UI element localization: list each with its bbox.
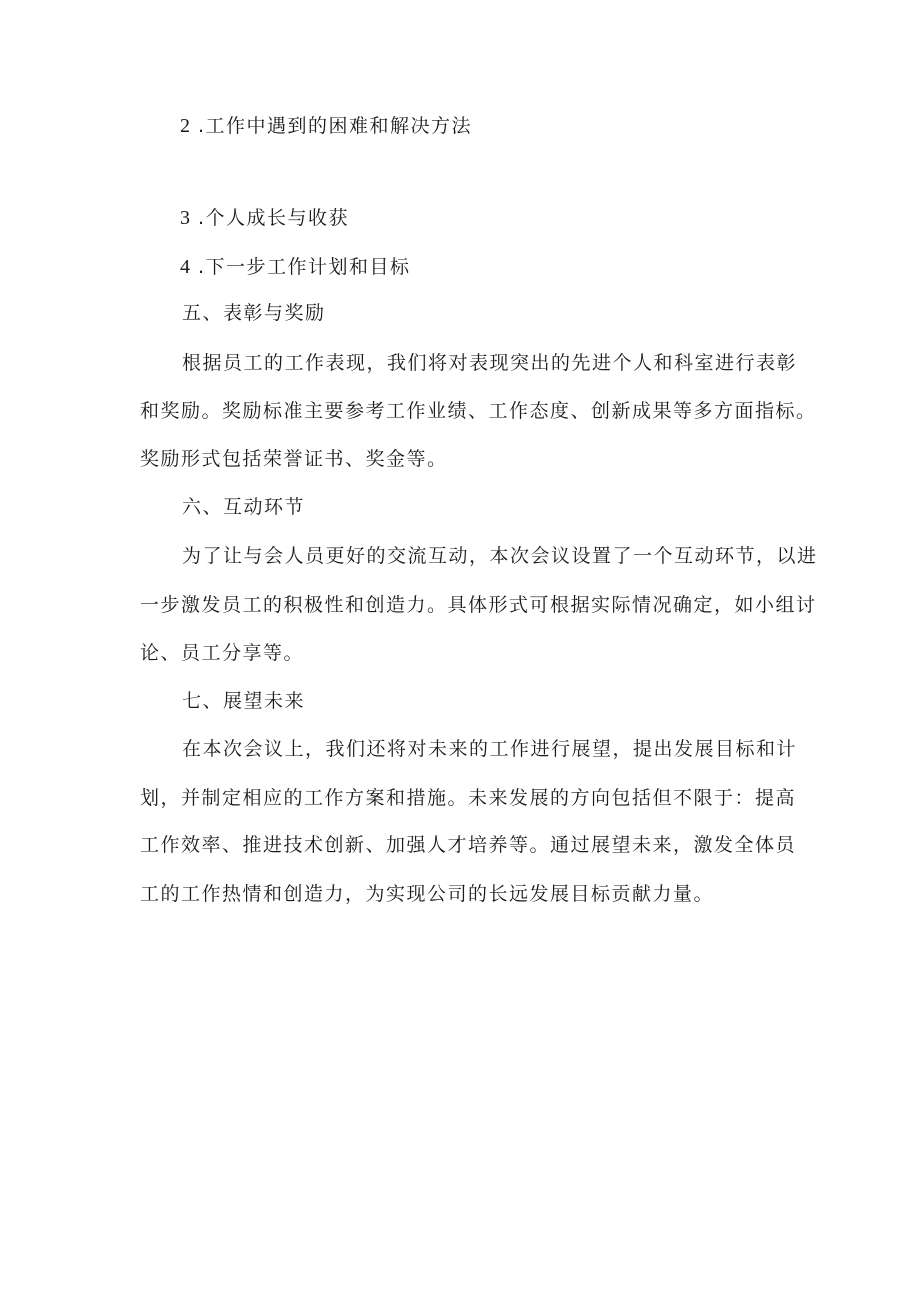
paragraph-line: 奖励形式包括荣誉证书、奖金等。 bbox=[140, 448, 448, 470]
list-number: 4 bbox=[180, 256, 190, 278]
list-item-text: .下一步工作计划和目标 bbox=[198, 256, 411, 278]
paragraph-line: 根据员工的工作表现，我们将对表现突出的先进个人和科室进行表彰 bbox=[182, 352, 798, 374]
paragraph-line: 为了让与会人员更好的交流互动，本次会议设置了一个互动环节，以进 bbox=[182, 545, 818, 567]
section-heading-outlook: 七、展望未来 bbox=[182, 690, 306, 712]
paragraph-line: 划，并制定相应的工作方案和措施。未来发展的方向包括但不限于：提高 bbox=[140, 787, 797, 809]
section-heading-awards: 五、表彰与奖励 bbox=[182, 302, 326, 324]
paragraph-line: 论、员工分享等。 bbox=[140, 642, 305, 664]
list-item-3 bbox=[180, 204, 349, 232]
paragraph-line: 和奖励。奖励标准主要参考工作业绩、工作态度、创新成果等多方面指标。 bbox=[140, 400, 817, 422]
list-item-4 bbox=[180, 253, 411, 281]
list-item-text: .工作中遇到的困难和解决方法 bbox=[198, 115, 473, 137]
paragraph-line: 一步激发员工的积极性和创造力。具体形式可根据实际情况确定，如小组讨 bbox=[140, 594, 817, 616]
paragraph-line: 工的工作热情和创造力，为实现公司的长远发展目标贡献力量。 bbox=[140, 883, 715, 905]
paragraph-line: 在本次会议上，我们还将对未来的工作进行展望，提出发展目标和计 bbox=[182, 738, 798, 760]
section-heading-interaction: 六、互动环节 bbox=[182, 496, 306, 518]
list-item-text: .个人成长与收获 bbox=[198, 207, 350, 229]
paragraph-line: 工作效率、推进技术创新、加强人才培养等。通过展望未来，激发全体员 bbox=[140, 834, 797, 856]
list-number: 2 bbox=[180, 115, 190, 137]
list-item-2 bbox=[180, 112, 472, 140]
list-number: 3 bbox=[180, 207, 190, 229]
